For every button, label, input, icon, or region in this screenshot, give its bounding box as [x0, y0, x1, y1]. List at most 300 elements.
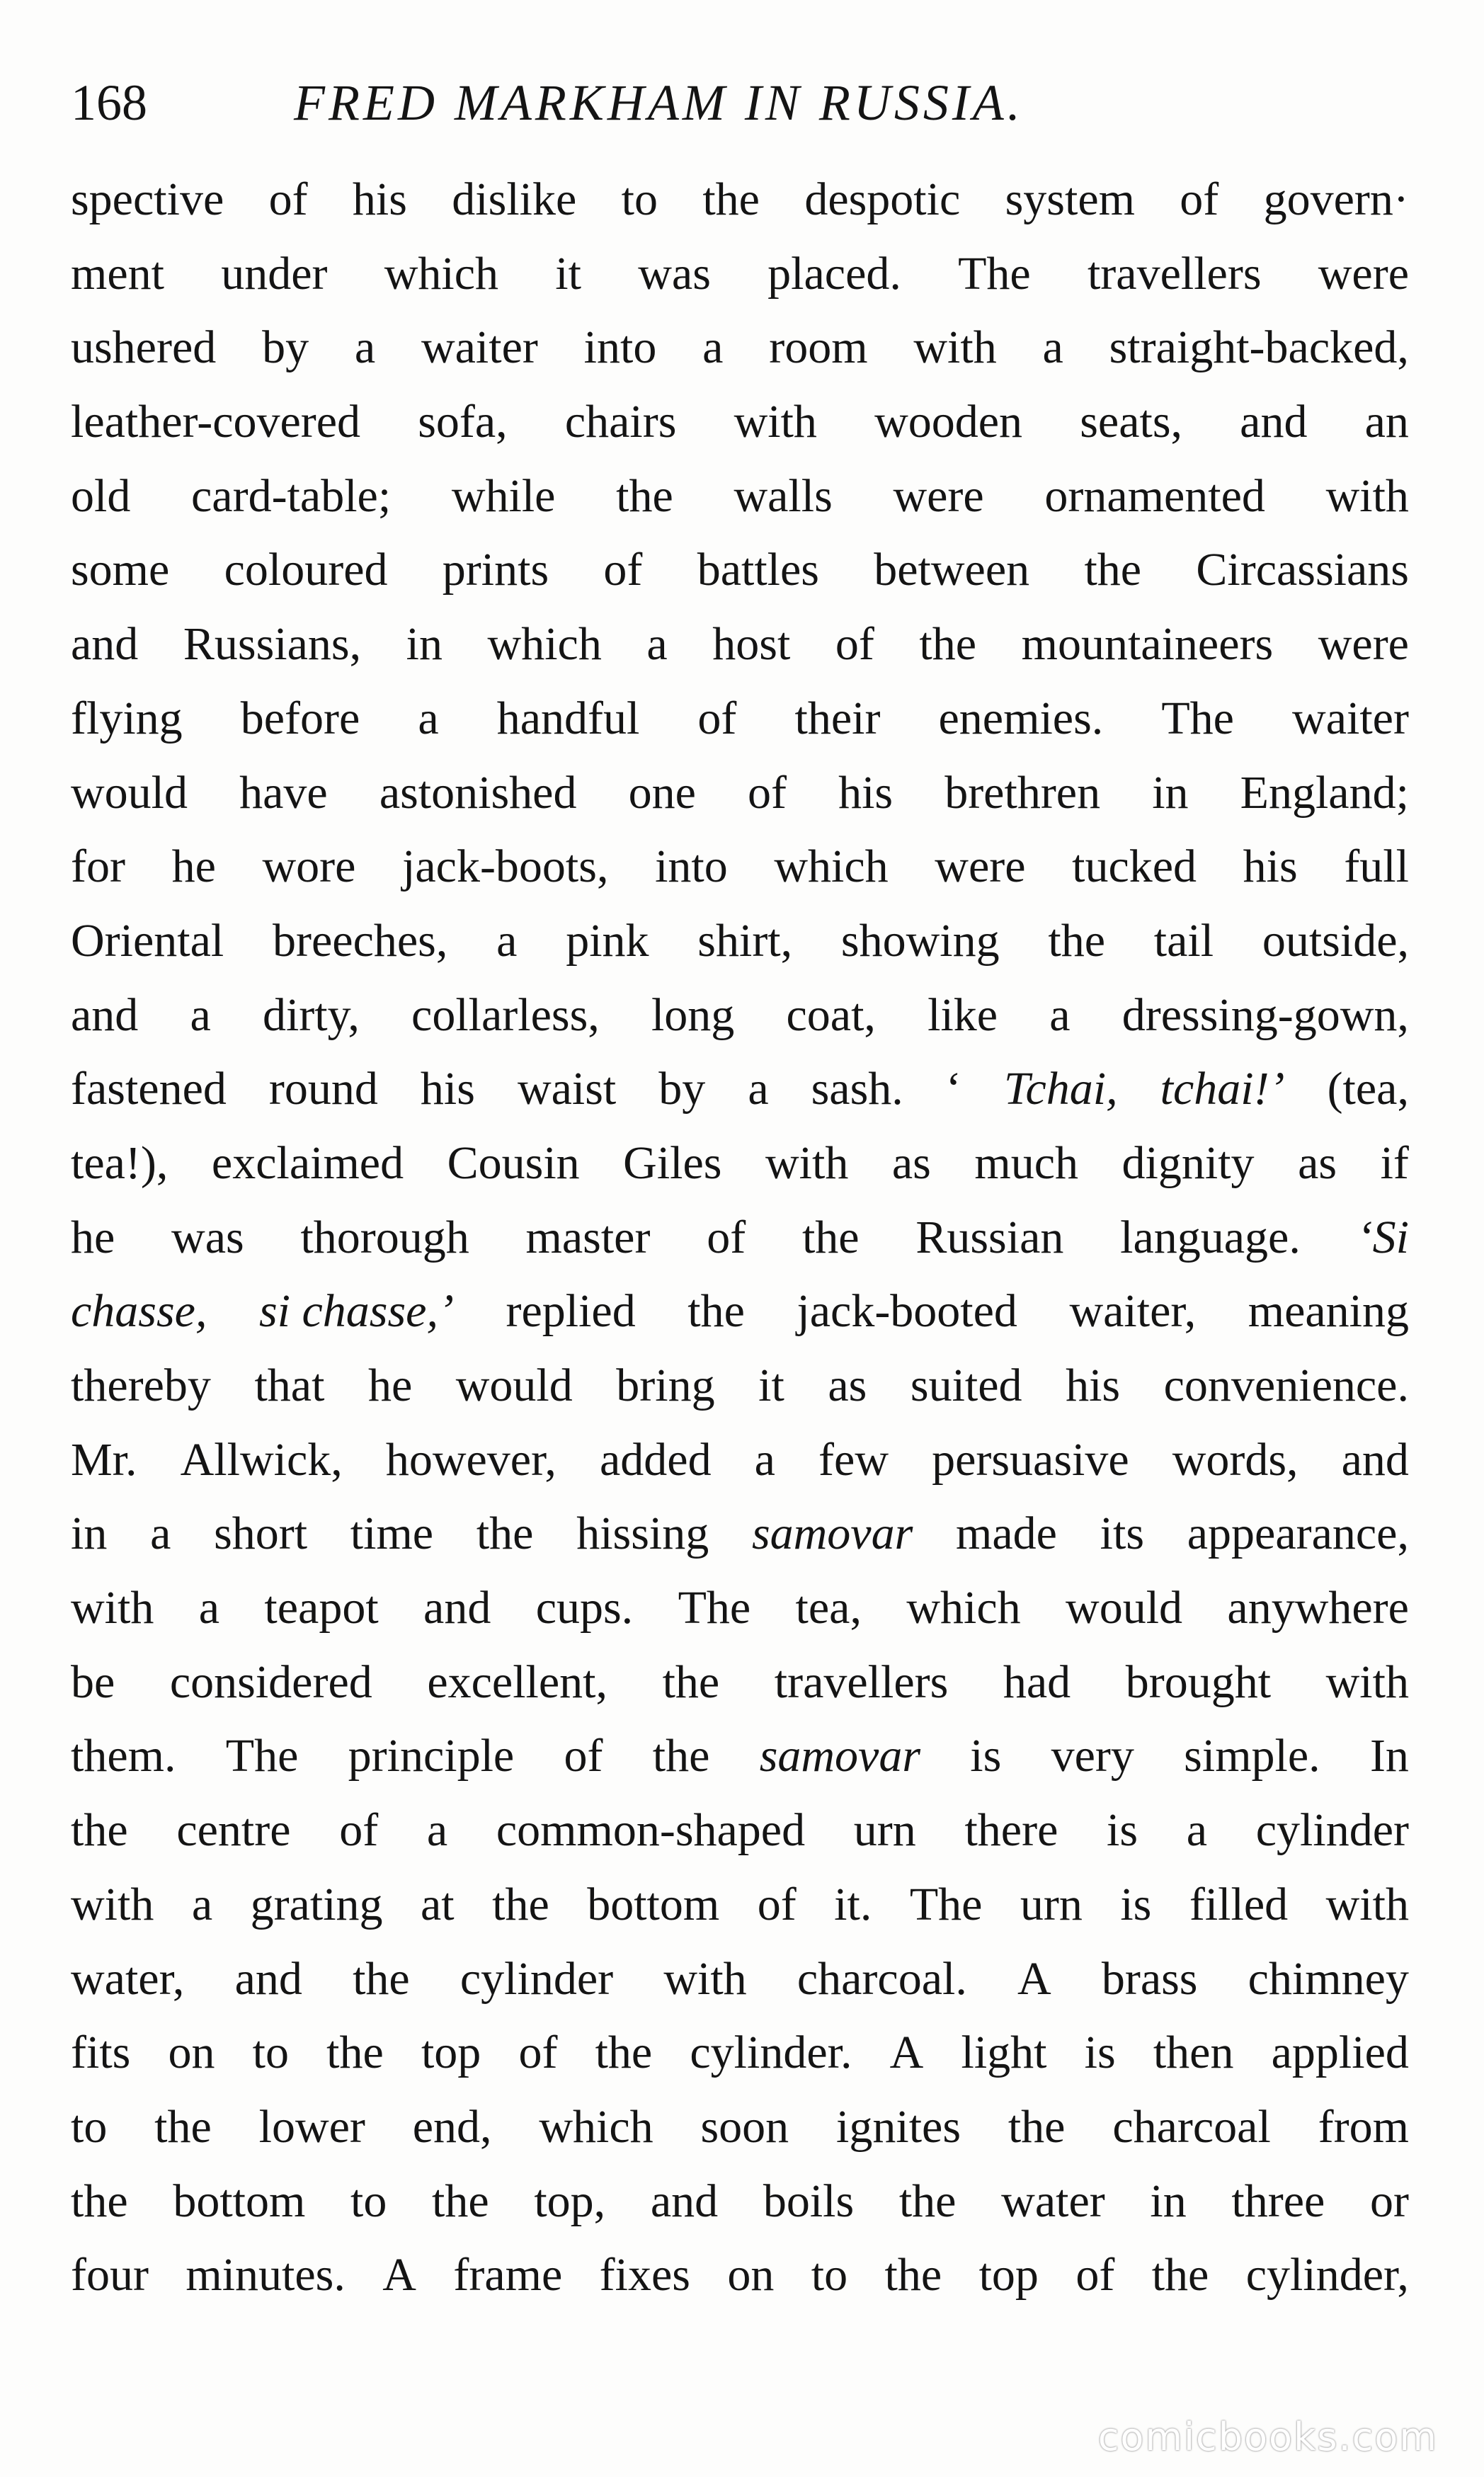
word: mountaineers: [1021, 618, 1274, 671]
word: some: [71, 544, 170, 596]
word: of: [268, 173, 308, 225]
word: the: [1008, 2100, 1066, 2153]
word: cylinder: [1255, 1804, 1409, 1857]
word: much: [974, 1137, 1079, 1189]
word: if: [1380, 1137, 1409, 1189]
word: tea,: [795, 1582, 862, 1634]
word: waist: [517, 1063, 617, 1115]
word: had: [1003, 1656, 1071, 1708]
word: walls: [734, 469, 833, 522]
word: The: [225, 1730, 299, 1782]
word: to: [811, 2249, 848, 2301]
word: them.: [71, 1730, 176, 1782]
word: top,: [534, 2175, 606, 2227]
word: with: [71, 1878, 154, 1930]
word: it: [555, 247, 581, 300]
word: long: [651, 989, 735, 1041]
word: water,: [71, 1952, 185, 2005]
word: short: [214, 1508, 308, 1560]
word: (tea,: [1327, 1063, 1409, 1115]
word: appearance,: [1187, 1508, 1409, 1560]
word: the: [476, 1508, 534, 1560]
text-line: [71, 1719, 1409, 1794]
word: it.: [834, 1878, 872, 1930]
word: into: [655, 841, 728, 893]
word: he: [171, 841, 216, 893]
word: which: [487, 618, 602, 671]
word: of: [835, 618, 874, 671]
text-line: [71, 1571, 1409, 1646]
word: his: [838, 766, 894, 819]
word: the: [884, 2249, 942, 2301]
word: bottom: [587, 1878, 720, 1930]
word: thorough: [300, 1211, 469, 1263]
word: simple.: [1184, 1730, 1320, 1782]
word: cups.: [535, 1582, 634, 1634]
word: top: [978, 2249, 1039, 2301]
word: ment: [71, 247, 164, 300]
word: on: [727, 2249, 775, 2301]
word: room: [769, 321, 868, 374]
word: urn: [1020, 1878, 1083, 1930]
word: by: [262, 321, 309, 374]
word: under: [221, 247, 328, 300]
word: which: [774, 841, 889, 893]
word: a: [150, 1508, 171, 1560]
word: time: [350, 1508, 434, 1560]
word: tail: [1153, 914, 1214, 967]
word: and: [1240, 396, 1308, 448]
word: meaning: [1248, 1285, 1409, 1338]
word: enemies.: [938, 692, 1104, 744]
word: Giles: [623, 1137, 722, 1189]
word: of: [603, 544, 643, 596]
word: his: [352, 173, 407, 225]
word: ‘Si: [1357, 1211, 1409, 1263]
word: would: [71, 766, 188, 819]
word: with: [663, 1952, 747, 2005]
word: very: [1051, 1730, 1134, 1782]
word: cylinder,: [1245, 2249, 1409, 2301]
word: handful: [496, 692, 640, 744]
word: The: [909, 1878, 983, 1930]
word: a: [1042, 321, 1063, 374]
word: considered: [169, 1656, 372, 1708]
word: si chasse,’: [258, 1285, 454, 1338]
word: the: [652, 1730, 710, 1782]
word: an: [1364, 396, 1409, 448]
word: the: [326, 2027, 384, 2079]
word: between: [874, 544, 1030, 596]
word: host: [712, 618, 791, 671]
word: the: [353, 1952, 410, 2005]
word: with: [913, 321, 997, 374]
word: grating: [250, 1878, 383, 1930]
word: were: [935, 841, 1026, 893]
word: replied: [506, 1285, 636, 1338]
word: sofa,: [418, 396, 508, 448]
word: his: [1066, 1360, 1121, 1411]
word: his: [1243, 841, 1298, 893]
word: seats,: [1080, 396, 1183, 448]
word: jack-boots,: [402, 841, 609, 893]
word: language.: [1120, 1211, 1301, 1263]
word: their: [794, 692, 881, 744]
word: hissing: [576, 1508, 709, 1560]
word: there: [964, 1804, 1058, 1857]
word: outside,: [1262, 914, 1409, 967]
text-line: [71, 1201, 1409, 1275]
word: waiter: [1292, 692, 1409, 744]
word: despotic: [804, 173, 961, 225]
word: or: [1370, 2175, 1409, 2227]
word: and: [71, 989, 139, 1041]
word: samovar: [751, 1508, 913, 1560]
text-line: [71, 979, 1409, 1053]
text-line: [71, 904, 1409, 979]
word: is: [970, 1730, 1002, 1782]
word: then: [1153, 2027, 1234, 2079]
word: was: [171, 1211, 244, 1263]
word: Mr.: [71, 1433, 137, 1486]
word: astonished: [379, 766, 577, 819]
word: brought: [1125, 1656, 1272, 1708]
word: in: [406, 618, 443, 671]
body-text: [71, 163, 1409, 2313]
word: lower: [258, 2100, 365, 2153]
word: the: [492, 1878, 549, 1930]
word: to: [621, 173, 658, 225]
word: were: [893, 469, 984, 522]
word: few: [818, 1433, 889, 1486]
text-line: [71, 756, 1409, 831]
word: as: [891, 1137, 931, 1189]
word: principle: [348, 1730, 515, 1782]
word: he: [71, 1211, 115, 1263]
word: charcoal.: [797, 1952, 967, 2005]
word: the: [616, 469, 673, 522]
word: in: [1150, 2175, 1187, 2227]
word: waiter,: [1069, 1285, 1197, 1338]
word: the: [1048, 914, 1105, 967]
word: placed.: [767, 247, 901, 300]
word: boils: [763, 2175, 855, 2227]
word: however,: [385, 1433, 556, 1486]
word: showing: [840, 914, 1000, 967]
word: persuasive: [932, 1433, 1129, 1486]
text-line: [71, 2016, 1409, 2090]
word: England;: [1240, 766, 1409, 819]
word: it: [758, 1360, 784, 1411]
text-line: [71, 682, 1409, 756]
word: battles: [697, 544, 819, 596]
word: pink: [566, 914, 649, 967]
text-line: [71, 1794, 1409, 1868]
text-line: [71, 237, 1409, 312]
word: shirt,: [697, 914, 793, 967]
text-line: [71, 830, 1409, 904]
word: is: [1120, 1878, 1152, 1930]
word: his: [420, 1063, 475, 1115]
word: prints: [442, 544, 549, 596]
word: tchai!’: [1160, 1063, 1285, 1115]
running-header: [71, 64, 1423, 142]
word: frame: [453, 2249, 563, 2301]
word: chasse,: [71, 1285, 207, 1338]
word: a: [702, 321, 724, 374]
word: of: [757, 1878, 797, 1930]
word: the: [702, 173, 760, 225]
word: dignity: [1121, 1137, 1255, 1189]
word: with: [765, 1137, 849, 1189]
page-number: 168: [71, 74, 147, 131]
word: the: [898, 2175, 957, 2227]
word: dislike: [452, 173, 577, 225]
word: travellers: [774, 1656, 949, 1708]
word: with: [1325, 469, 1409, 522]
word: and: [234, 1952, 302, 2005]
word: brass: [1101, 1952, 1198, 2005]
word: of: [1075, 2249, 1115, 2301]
word: like: [928, 989, 998, 1041]
text-line: [71, 1275, 1409, 1349]
word: The: [678, 1582, 751, 1634]
word: convenience.: [1163, 1360, 1409, 1411]
word: A: [1017, 1952, 1051, 2005]
text-line: [71, 163, 1409, 237]
word: full: [1344, 841, 1409, 893]
word: four: [71, 2249, 149, 2301]
word: Cousin: [447, 1137, 580, 1189]
word: with: [1325, 1878, 1409, 1930]
word: in: [71, 1508, 108, 1560]
word: have: [239, 766, 328, 819]
word: that: [254, 1360, 325, 1411]
word: which: [384, 247, 499, 300]
word: urn: [853, 1804, 916, 1857]
word: a: [418, 692, 439, 744]
word: light: [961, 2027, 1047, 2079]
word: Russians,: [183, 618, 362, 671]
text-line: [71, 460, 1409, 534]
word: ignites: [836, 2100, 961, 2153]
word: In: [1369, 1730, 1409, 1782]
word: fits: [71, 2027, 131, 2079]
word: straight-backed,: [1109, 321, 1409, 374]
text-line: [71, 2090, 1409, 2165]
word: sash.: [811, 1063, 903, 1115]
word: was: [638, 247, 711, 300]
word: the: [1084, 544, 1142, 596]
word: the: [687, 1285, 745, 1338]
word: he: [367, 1360, 413, 1411]
word: A: [889, 2027, 924, 2079]
word: with: [734, 396, 817, 448]
word: at: [421, 1878, 455, 1930]
word: travellers: [1087, 247, 1262, 300]
word: exclaimed: [211, 1137, 404, 1189]
word: samovar: [759, 1730, 921, 1782]
running-title: FRED MARKHAM IN RUSSIA.: [294, 74, 1024, 131]
word: would: [455, 1360, 573, 1411]
word: round: [268, 1063, 378, 1115]
word: a: [190, 989, 211, 1041]
word: waiter: [421, 321, 538, 374]
word: which: [906, 1582, 1021, 1634]
word: and: [71, 618, 139, 671]
word: wore: [262, 841, 356, 893]
word: tucked: [1072, 841, 1197, 893]
word: as: [828, 1360, 867, 1411]
word: anywhere: [1227, 1582, 1409, 1634]
word: be: [71, 1656, 115, 1708]
word: of: [518, 2027, 558, 2079]
word: is: [1107, 1804, 1138, 1857]
word: from: [1318, 2100, 1409, 2153]
word: fixes: [599, 2249, 690, 2301]
word: the: [801, 1211, 860, 1263]
word: soon: [700, 2100, 789, 2153]
text-line: [71, 2238, 1409, 2313]
word: ‘: [945, 1063, 961, 1115]
word: added: [600, 1433, 712, 1486]
word: The: [1161, 692, 1234, 744]
word: a: [748, 1063, 769, 1115]
word: Allwick,: [180, 1433, 343, 1486]
word: filled: [1189, 1878, 1289, 1930]
word: cylinder.: [690, 2027, 852, 2079]
word: breeches,: [273, 914, 448, 967]
text-line: [71, 1349, 1409, 1423]
word: ushered: [71, 321, 217, 374]
text-line: [71, 1052, 1409, 1127]
word: were: [1318, 618, 1409, 671]
word: Oriental: [71, 914, 224, 967]
word: govern·: [1263, 173, 1409, 225]
word: wooden: [874, 396, 1023, 448]
word: before: [240, 692, 360, 744]
word: by: [658, 1063, 706, 1115]
word: which: [539, 2100, 653, 2153]
word: the: [595, 2027, 653, 2079]
text-line: [71, 1423, 1409, 1498]
word: with: [1325, 1656, 1409, 1708]
word: a: [198, 1582, 220, 1634]
word: chairs: [564, 396, 677, 448]
word: of: [1180, 173, 1219, 225]
word: A: [382, 2249, 416, 2301]
word: the: [432, 2175, 489, 2227]
word: cylinder: [460, 1952, 614, 2005]
word: The: [958, 247, 1031, 300]
text-line: [71, 1868, 1409, 1942]
word: on: [168, 2027, 215, 2079]
word: words,: [1172, 1433, 1298, 1486]
word: and: [650, 2175, 719, 2227]
word: tea!),: [71, 1137, 169, 1189]
word: three: [1231, 2175, 1325, 2227]
word: of: [697, 692, 737, 744]
word: brethren: [944, 766, 1101, 819]
word: collarless,: [411, 989, 600, 1041]
word: coloured: [224, 544, 388, 596]
word: common-shaped: [496, 1804, 806, 1857]
word: the: [71, 2175, 128, 2227]
word: were: [1318, 247, 1409, 300]
word: would: [1066, 1582, 1183, 1634]
text-line: [71, 1497, 1409, 1571]
word: into: [583, 321, 657, 374]
word: jack-booted: [797, 1285, 1017, 1338]
word: leather-covered: [71, 396, 361, 448]
word: a: [1049, 989, 1071, 1041]
text-line: [71, 1127, 1409, 1201]
word: Tchai,: [1003, 1063, 1118, 1115]
word: and: [423, 1582, 491, 1634]
word: old: [71, 469, 131, 522]
word: excellent,: [427, 1656, 607, 1708]
word: the: [154, 2100, 212, 2153]
word: to: [350, 2175, 387, 2227]
word: coat,: [786, 989, 876, 1041]
text-line: [71, 311, 1409, 385]
word: bottom: [173, 2175, 306, 2227]
word: master: [525, 1211, 651, 1263]
word: made: [956, 1508, 1057, 1560]
word: charcoal: [1112, 2100, 1271, 2153]
word: and: [1341, 1433, 1409, 1486]
word: while: [451, 469, 556, 522]
word: a: [191, 1878, 213, 1930]
word: centre: [176, 1804, 291, 1857]
word: Circassians: [1196, 544, 1409, 596]
word: the: [71, 1804, 128, 1857]
word: of: [747, 766, 787, 819]
text-line: [71, 608, 1409, 682]
word: the: [662, 1656, 720, 1708]
word: spective: [71, 173, 224, 225]
word: its: [1100, 1508, 1145, 1560]
word: Russian: [915, 1211, 1064, 1263]
word: flying: [71, 692, 183, 744]
word: chimney: [1248, 1952, 1409, 2005]
text-line: [71, 385, 1409, 460]
word: the: [919, 618, 977, 671]
word: fastened: [71, 1063, 227, 1115]
text-line: [71, 533, 1409, 608]
text-line: [71, 2165, 1409, 2239]
word: thereby: [71, 1360, 211, 1411]
word: the: [1151, 2249, 1209, 2301]
word: as: [1298, 1137, 1337, 1189]
word: for: [71, 841, 125, 893]
word: end,: [412, 2100, 492, 2153]
word: a: [1186, 1804, 1208, 1857]
word: minutes.: [186, 2249, 346, 2301]
word: water: [1001, 2175, 1105, 2227]
word: is: [1084, 2027, 1116, 2079]
word: top: [421, 2027, 481, 2079]
word: of: [564, 1730, 603, 1782]
word: a: [496, 914, 518, 967]
word: to: [71, 2100, 108, 2153]
word: a: [354, 321, 376, 374]
text-line: [71, 1942, 1409, 2017]
word: of: [707, 1211, 746, 1263]
word: to: [252, 2027, 289, 2079]
word: system: [1005, 173, 1135, 225]
word: teapot: [264, 1582, 379, 1634]
